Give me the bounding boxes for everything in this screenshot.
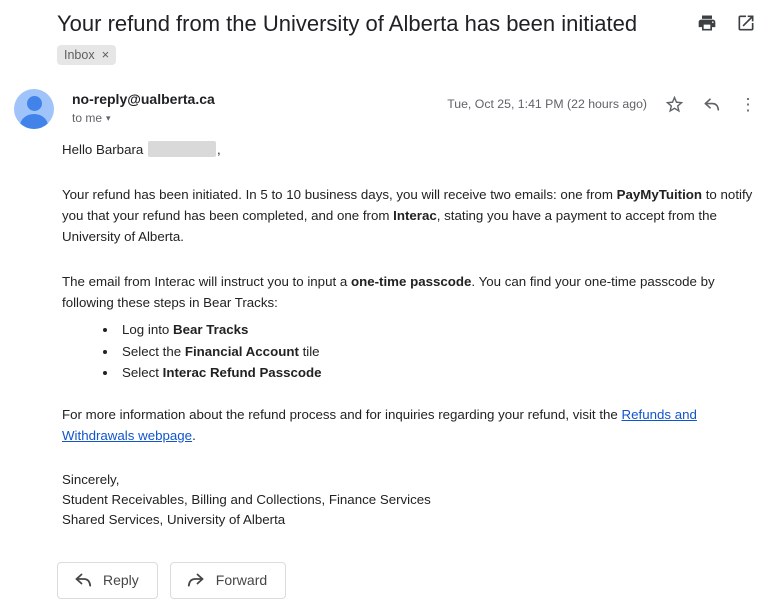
chevron-down-icon: ▾ <box>106 113 111 123</box>
list-item: • Select the Financial Account tile <box>118 341 762 363</box>
inbox-label-text: Inbox <box>64 48 95 62</box>
signature-line: Student Receivables, Billing and Collections, Finance Services <box>62 491 431 507</box>
message-meta <box>447 89 758 114</box>
body-paragraph: The email from Interac will instruct you to input a one-time passcode. You can find your one-time passcode by following these steps in Bear Tracks: <box>62 274 715 310</box>
inbox-label-chip[interactable] <box>57 45 116 65</box>
recipient-dropdown[interactable] <box>72 110 111 126</box>
reply-button-icon[interactable] <box>701 94 721 114</box>
avatar-person-icon <box>27 96 42 111</box>
signature-line: Shared Services, University of Alberta <box>62 511 286 527</box>
list-item: • Log into Bear Tracks <box>118 319 762 341</box>
sender-email: no-reply@ualberta.ca <box>72 91 215 107</box>
label-row <box>0 38 770 65</box>
body-paragraph: Hello Barbara , <box>62 142 221 157</box>
message-date: Tue, Oct 25, 1:41 PM (22 hours ago) <box>447 97 647 111</box>
redacted-name <box>148 141 216 157</box>
signature-block <box>62 470 762 530</box>
more-options-button[interactable] <box>738 94 758 114</box>
more-vert-icon: ⋮ <box>739 94 757 114</box>
star-button[interactable] <box>664 94 684 114</box>
refunds-webpage-link[interactable]: Refunds and Withdrawals webpage <box>62 406 697 443</box>
forward-button-label: Forward <box>215 572 268 588</box>
recipient-label: to me <box>72 111 103 125</box>
email-body <box>62 139 762 530</box>
print-button[interactable] <box>697 13 717 33</box>
steps-list <box>62 319 762 384</box>
email-subject: Your refund from the University of Alberta has been initiated <box>57 11 638 36</box>
forward-arrow-icon <box>186 570 206 590</box>
sender-avatar[interactable] <box>14 89 54 129</box>
signature-line: Sincerely, <box>62 471 120 487</box>
message-header <box>0 65 770 129</box>
reply-button-label: Reply <box>103 572 139 588</box>
print-icon <box>697 13 717 33</box>
reply-button[interactable] <box>57 562 158 599</box>
body-paragraph: For more information about the refund process and for inquiries regarding your refund, visit the Refunds and Withdrawals webpage. <box>62 406 697 443</box>
open-in-new-icon <box>736 13 756 33</box>
body-paragraph: Your refund has been initiated. In 5 to 10 business days, you will receive two emails: one from PayMyTuition to notify you that your refund has been completed, and one from Interac, stating you have a payment to accept from the University of Alberta. <box>62 187 753 244</box>
forward-button[interactable] <box>170 562 286 599</box>
remove-label-icon[interactable]: × <box>101 47 110 62</box>
list-item: • Select Interac Refund Passcode <box>118 362 762 384</box>
message-actions <box>57 562 770 599</box>
reply-arrow-icon <box>73 570 93 590</box>
sender-block <box>72 89 447 127</box>
reply-icon <box>702 95 721 114</box>
open-in-new-button[interactable] <box>736 13 756 33</box>
subject-actions <box>697 10 758 33</box>
star-icon <box>664 94 685 115</box>
subject-row <box>0 0 770 38</box>
